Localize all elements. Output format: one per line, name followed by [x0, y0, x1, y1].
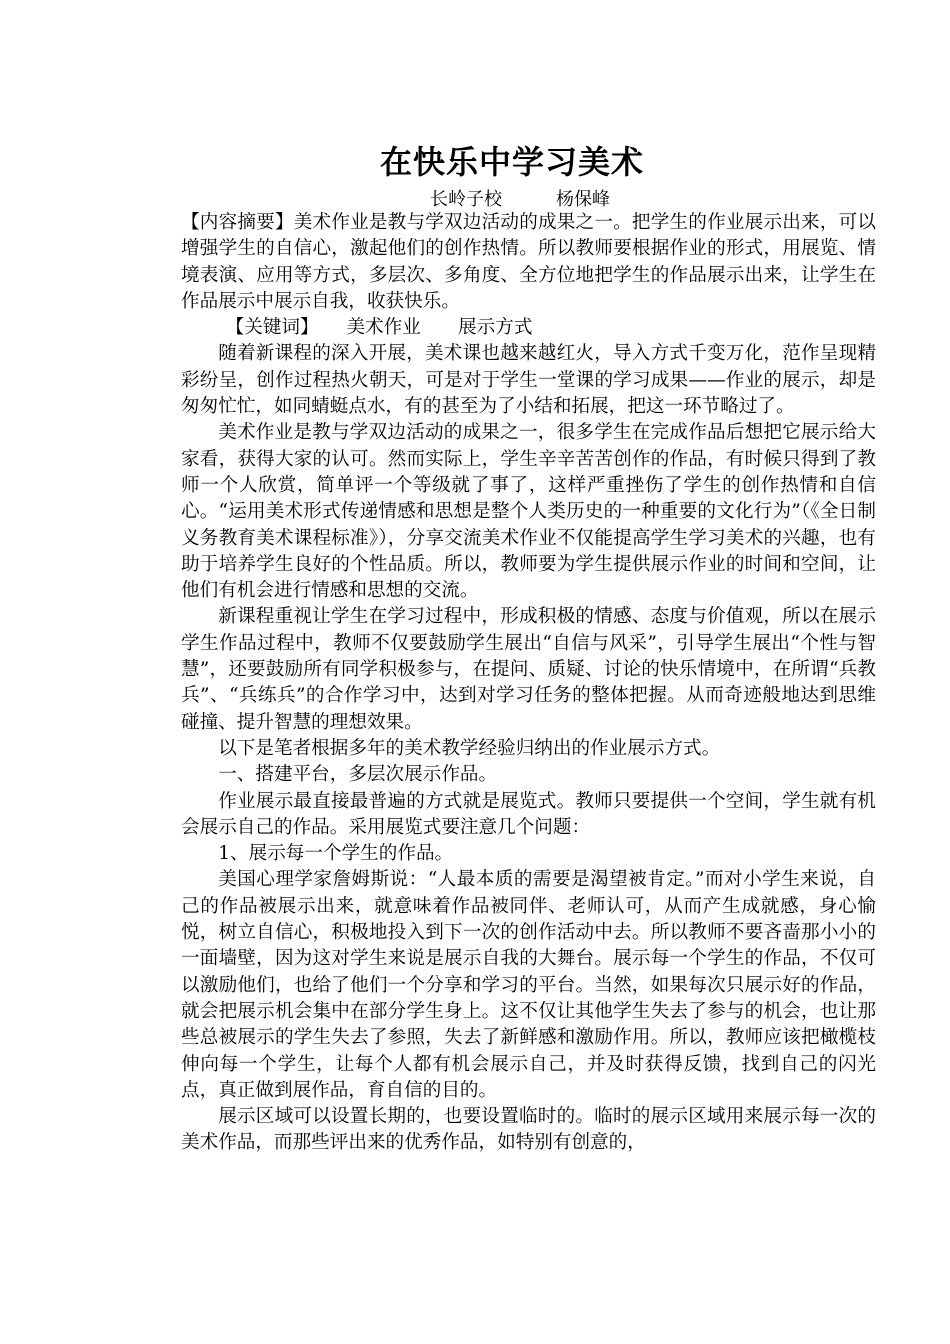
document-body — [181, 210, 876, 1157]
body-paragraph: 美术作业是教与学双边活动的成果之一，很多学生在完成作品后想把它展示给大家看，获得大家的认可。然而实际上，学生辛辛苦苦创作的作品，有时候只得到了教师一个人欣赏，简单评一个等级就了事了，这样严重挫伤了学生的创作热情和自信心。“运用美术形式传递情感和思想是整个人类历史的一种重要的文化行为”（《全日制义务教育美术课程标准》），分享交流美术作业不仅能提高学生学习美术的兴趣，也有助于培养学生良好的个性品质。所以，教师要为学生提供展示作业的时间和空间，让他们有机会进行情感和思想的交流。 — [181, 422, 876, 602]
subsection-heading: 1、展示每一个学生的作品。 — [218, 843, 454, 865]
author-byline: 长岭子校 杨保峰 — [430, 189, 610, 210]
keywords-line: 【关键词】 美术作业 展示方式 — [225, 317, 533, 339]
abstract-paragraph: 【内容摘要】美术作业是教与学双边活动的成果之一。把学生的作业展示出来，可以增强学生的自信心，激起他们的创作热情。所以教师要根据作业的形式，用展览、情境表演、应用等方式，多层次、多角度、全方位地把学生的作品展示出来，让学生在作品展示中展示自我，收获快乐。 — [181, 212, 876, 312]
body-paragraph: 随着新课程的深入开展，美术课也越来越红火，导入方式千变万化，范作呈现精彩纷呈，创作过程热火朝天，可是对于学生一堂课的学习成果——作业的展示，却是匆匆忙忙，如同蜻蜓点水，有的甚至为了小结和拓展，把这一环节略过了。 — [181, 343, 876, 418]
document-title: 在快乐中学习美术 — [379, 143, 644, 181]
section-heading: 一、搭建平台，多层次展示作品。 — [218, 764, 498, 786]
body-paragraph: 以下是笔者根据多年的美术教学经验归纳出的作业展示方式。 — [218, 737, 721, 759]
body-paragraph: 新课程重视让学生在学习过程中，形成积极的情感、态度与价值观，所以在展示学生作品过程中，教师不仅要鼓励学生展出“自信与风采”，引导学生展出“个性与智慧”，还要鼓励所有同学积极参与，在提问、质疑、讨论的快乐情境中，在所谓“兵教兵”、“兵练兵”的合作学习中，达到对学习任务的整体把握。从而奇迹般地达到思维碰撞、提升智慧的理想效果。 — [181, 606, 876, 733]
body-paragraph: 美国心理学家詹姆斯说：“人最本质的需要是渴望被肯定。”而对小学生来说，自己的作品被展示出来，就意味着作品被同伴、老师认可，从而产生成就感，身心愉悦，树立自信心，积极地投入到下一次的创作活动中去。所以教师不要吝啬那小小的一面墙壁，因为这对学生来说是展示自我的大舞台。展示每一个学生的作品，不仅可以激励他们，也给了他们一个分享和学习的平台。当然，如果每次只展示好的作品，就会把展示机会集中在部分学生身上。这不仅让其他学生失去了参与的机会，也让那些总被展示的学生失去了参照，失去了新鲜感和激励作用。所以，教师应该把橄榄枝伸向每一个学生，让每个人都有机会展示自己，并及时获得反馈，找到自己的闪光点，真正做到展作品，育自信的目的。 — [181, 869, 876, 1101]
body-paragraph: 作业展示最直接最普遍的方式就是展览式。教师只要提供一个空间，学生就有机会展示自己的作品。采用展览式要注意几个问题： — [181, 790, 876, 838]
body-paragraph: 展示区域可以设置长期的，也要设置临时的。临时的展示区域用来展示每一次的美术作品，而那些评出来的优秀作品，如特别有创意的， — [181, 1106, 876, 1154]
